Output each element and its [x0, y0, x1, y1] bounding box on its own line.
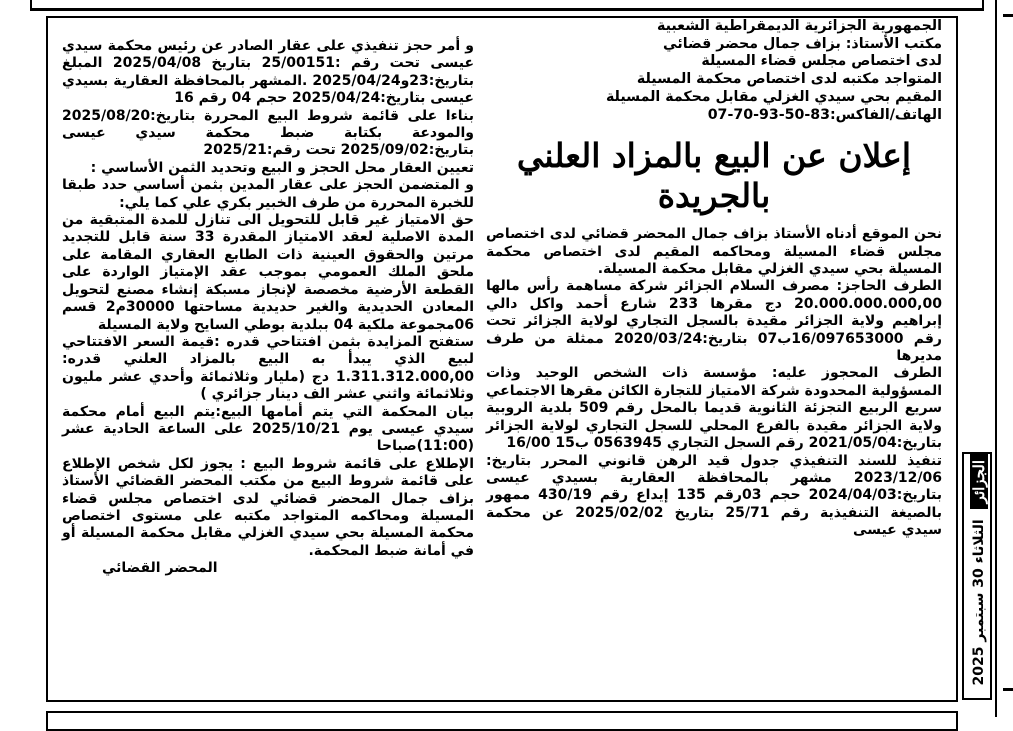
- sale-court-paragraph: بيان المحكمة التي يتم أمامها البيع:يتم البيع أمام محكمة سيدي عيسى يوم 2025/10/21 على الساعة الحادية عشر (11:00)صباحا: [62, 403, 474, 455]
- header-line: الجمهورية الجزائرية الديمقراطية الشعبية: [657, 18, 942, 34]
- next-announcement-frame: [46, 711, 958, 731]
- newspaper-logo: الجزائر: [970, 454, 988, 509]
- signature-label: المحضر القضائي: [102, 560, 218, 577]
- executive-title-paragraph: تنفيذ للسند التنفيذي جدول قيد الرهن قانوني المحرر بتاريخ: 2023/12/06 مشهر بالمحافظة العقارية بسيدي عيسى بتاريخ:2024/04/03 حجم 03رقم 135 إيداع رقم 430/19 ممهور بالصيغة التنفيذية رقم 25/71 بتاريخ 2025/02/02 عن محكمة سيدي عيسى: [486, 452, 942, 539]
- issue-date: الثلاثاء 30 سبتمبر 2025: [971, 519, 987, 686]
- opening-price-paragraph: ستفتح المزايدة بثمن افتتاحي قدره :قيمة السعر الافتتاحي لبيع الذي يبدأ به البيع بالمزاد العلني قدره: 1.311.312.000,00 دج (مليار وثلاثمائة وأحدي عشر مليون وثلاثمائة واثني عشر الف دينار جزائري ): [62, 333, 474, 403]
- header-line: مكتب الأستاذ: بزاف جمال محضر قضائي: [663, 35, 942, 52]
- left-column: [62, 38, 474, 578]
- base-price-paragraph: و المتضمن الحجز على عقار المدين بثمن أساسي حدد طبقا للخبرة المحررة من طرف الخبير بكري علي كما يلي:: [62, 177, 474, 211]
- right-column: [486, 18, 942, 540]
- header-line: المتواجد مكتبه لدى اختصاص محكمة المسيلة: [636, 71, 942, 88]
- header-line: لدى اختصاص مجلس قضاء المسيلة: [701, 53, 942, 70]
- newspaper-date-band: [962, 452, 992, 700]
- bailiff-header: [486, 18, 942, 124]
- property-heading: تعيين العقار محل الحجز و البيع وتحديد الثمن الأساسي :: [90, 159, 474, 176]
- seizing-party-paragraph: الطرف الحاجز: مصرف السلام الجزائر شركة مساهمة رأس مالها 20.000.000.000,00 دج مقرها 233 شارع أحمد واكل دالي إبراهيم ولاية الجزائر مقيدة بالسجل التجاري لولاية الجزائر تحت رقم 16/097653000ب07 بتاريخ:2020/03/24 ممثلة من طرف مديرها: [486, 278, 942, 365]
- seizure-order-paragraph: و أمر حجز تنفيذي على عقار الصادر عن رئيس محكمة سيدي عيسى تحت رقم :25/00151 بتاريخ 2025/04/08 المبلغ بتاريخ:23و2025/04/24 .المشهر بالمحافظة العقارية بسيدي عيسى بتاريخ:2025/04/24 حجم 04 رقم 16: [62, 38, 475, 107]
- top-frame-line: [30, 0, 984, 11]
- property-description-paragraph: حق الامتياز غير قابل للتحويل الى تنازل للمدة المتبقية من المدة الاصلية لعقد الامتياز المقدرة 33 سنة قابل للتجديد مرتين والحقوق العينية ذات الطابع العقاري المقامة على ملحق الملك العمومي بموجب عقد الإمتياز الواردة على القطعة الأرضية مخصصة لإنجاز مسبكة إنشاء مصنع لتحويل المعادن الحديدية والغير حديدية مساحتها 30000م2 قسم 06مجموعة ملكية 04 ببلدية بوطي السايح ولاية المسيلة: [62, 212, 474, 333]
- seized-party-paragraph: الطرف المحجوز عليه: مؤسسة ذات الشخص الوحيد وذات المسؤولية المحدودة شركة الامتياز للتجارة الكائن مقرها الاجتماعي سريع الربيع التجزئة الثانوية قديما بالمحل رقم 509 بلدية الروبية ولاية الجزائر مقيدة بالفرع المحلي للسجل التجاري لولاية الجزائر بتاريخ:2021/05/04 رقم السجل التجاري 0563945 ب15 16/00: [486, 365, 942, 452]
- announcement-title: إعلان عن البيع بالمزاد العلني بالجريدة: [516, 136, 912, 216]
- adjacent-column-edge: [995, 0, 1013, 717]
- header-line: المقيم بحي سيدي الغزلي مقابل محكمة المسيلة: [605, 88, 942, 105]
- signature-line: [62, 560, 474, 577]
- intro-paragraph: نحن الموقع أدناه الأستاذ بزاف جمال المحضر قضائي لدى اختصاص مجلس قضاء المسيلة ومحاكمه المقيم لدى اختصاص محكمة المسيلة بحي سيدي الغزلي مقابل محكمة المسيلة.: [486, 226, 942, 278]
- conditions-list-paragraph: بناءا على قائمة شروط البيع المحررة بتاريخ:2025/08/20 والمودعة بكتابة ضبط محكمة سيدي عيسى بتاريخ:2025/09/02 تحت رقم:2025/21: [62, 107, 474, 159]
- header-line: الهاتف/الفاكس:83-50-93-70-07: [707, 106, 942, 123]
- conditions-consultation-paragraph: الإطلاع على قائمة شروط البيع : يجوز لكل شخص الإطلاع على قائمة شروط البيع من مكتب المحضر القضائي الأستاذ بزاف جمال المحضر قضائي لدى اختصاص مجلس قضاء المسيلة ومحاكمه المتواجد مكتبه على مستوى اختصاص محكمة المسيلة بحي سيدي الغزلي مقابل محكمة المسيلة أو في أمانة ضبط المحكمة.: [62, 455, 474, 559]
